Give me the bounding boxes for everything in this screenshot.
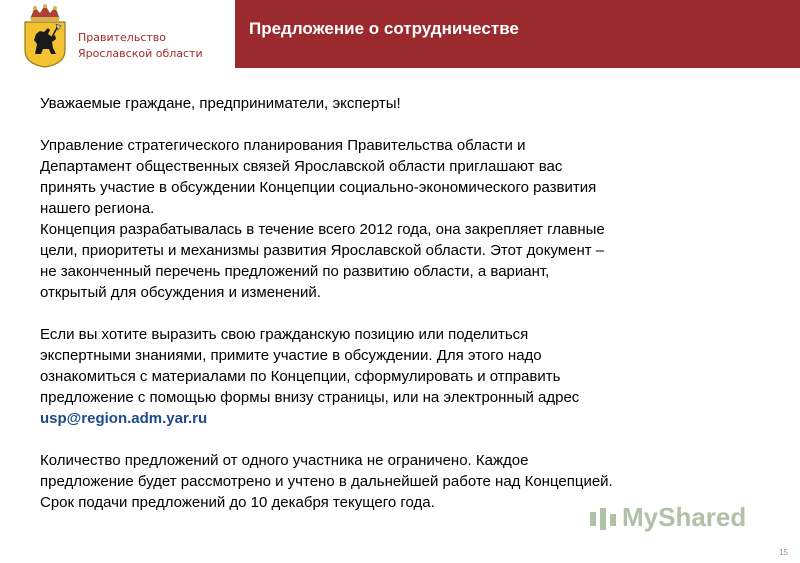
spacer [40, 429, 772, 450]
spacer [40, 114, 772, 135]
slide-title: Предложение о сотрудничестве [249, 19, 519, 38]
closing-line: Срок подачи предложений до 10 декабря текущего года. [40, 494, 435, 511]
myshared-logo-icon [588, 504, 618, 534]
closing-line: предложение будет рассмотрено и учтено в дальнейшей работе над Концепцией. [40, 473, 613, 490]
page-number: 15 [779, 548, 788, 557]
paragraph-line: предложение с помощью формы внизу страницы, или на электронный адрес [40, 389, 580, 406]
watermark [588, 498, 768, 538]
header [0, 0, 800, 70]
title-bar [235, 0, 800, 68]
paragraph-line: Если вы хотите выразить свою гражданскую позицию или поделиться [40, 326, 529, 343]
government-name [78, 30, 203, 62]
body-text [40, 93, 772, 513]
spacer [40, 303, 772, 324]
paragraph-line: экспертными знаниями, примите участие в обсуждении. Для этого надо [40, 347, 542, 364]
paragraph-line: ознакомиться с материалами по Концепции, сформулировать и отправить [40, 368, 561, 385]
yaroslavl-coat-of-arms-icon [22, 4, 68, 68]
closing-line: Количество предложений от одного участника не ограничено. Каждое [40, 452, 529, 469]
email-link[interactable]: usp@region.adm.yar.ru [40, 410, 208, 427]
paragraph-line: открытый для обсуждения и изменений. [40, 284, 321, 301]
greeting-line: Уважаемые граждане, предприниматели, эксперты! [40, 95, 401, 112]
paragraph-line: принять участие в обсуждении Концепции социально-экономического развития [40, 179, 597, 196]
government-name-line-2: Ярославской области [78, 47, 203, 60]
paragraph-line: не законченный перечень предложений по развитию области, а вариант, [40, 263, 550, 280]
government-name-line-1: Правительство [78, 31, 166, 44]
paragraph-line: нашего региона. [40, 200, 155, 217]
paragraph-line: Департамент общественных связей Ярославской области приглашают вас [40, 158, 563, 175]
paragraph-line: Управление стратегического планирования Правительства области и [40, 137, 526, 154]
watermark-text: MyShared [622, 502, 747, 532]
paragraph-line: Концепция разрабатывалась в течение всего 2012 года, она закрепляет главные [40, 221, 605, 238]
paragraph-line: цели, приоритеты и механизмы развития Ярославской области. Этот документ – [40, 242, 605, 259]
